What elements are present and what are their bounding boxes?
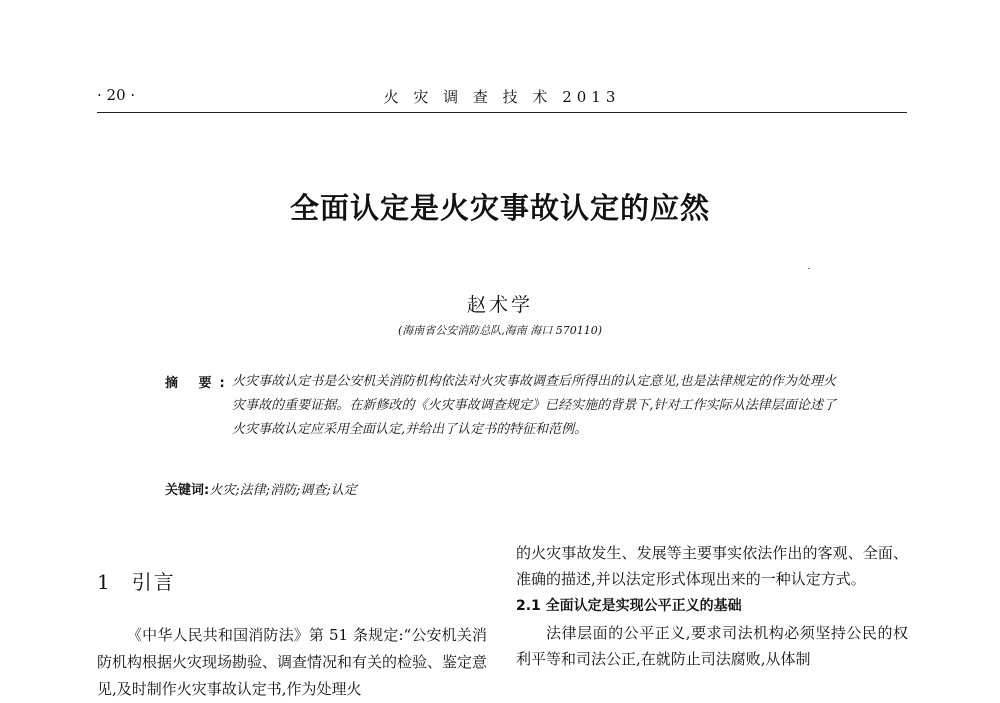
page-number: · 20 · (97, 86, 136, 104)
keywords (165, 479, 357, 498)
left-column (97, 622, 487, 703)
abstract-text: 火灾事故认定书是公安机关消防机构依法对火灾事故调查后所得出的认定意见,也是法律规定的作为处理火灾事故的重要证据。在新修改的《火灾事故调查规定》已经实施的背景下,针对工作实际从法律层面论述了火灾事故认定应采用全面认定,并给出了认定书的特征和范例。 (232, 374, 836, 437)
section-heading (97, 566, 176, 595)
right-column (516, 540, 908, 672)
subsection-paragraph: 法律层面的公平正义,要求司法机构必须坚持公民的权利平等和司法公正,在就防止司法腐败,从体制 (516, 624, 908, 668)
continuation-paragraph: 的火灾事故发生、发展等主要事实依法作出的客观、全面、准确的描述,并以法定形式体现出来的一种认定方式。 (516, 544, 908, 588)
author-name: 赵术学 (466, 294, 533, 316)
section-number: 1 (97, 570, 112, 594)
intro-paragraph: 《中华人民共和国消防法》第 51 条规定:“公安机关消防机构根据火灾现场勘验、调查情况和有关的检验、鉴定意见,及时制作火灾事故认定书,作为处理火 (97, 626, 488, 698)
running-header (97, 86, 907, 110)
subsection-heading: 2.1 全面认定是实现公平正义的基础 (516, 598, 742, 614)
scan-speck (808, 268, 810, 269)
journal-name: 火 灾 调 查 技 术 2013 (383, 88, 621, 106)
keywords-text: 火灾;法律;消防;调查;认定 (209, 483, 357, 498)
article-title: 全面认定是火灾事故认定的应然 (289, 191, 710, 225)
abstract-label: 摘 要: (165, 376, 233, 391)
header-rule (97, 112, 907, 113)
author-affiliation: (海南省公安消防总队,海南 海口 570110) (397, 324, 603, 337)
keywords-label: 关键词: (165, 483, 210, 498)
section-title: 引言 (131, 570, 176, 594)
